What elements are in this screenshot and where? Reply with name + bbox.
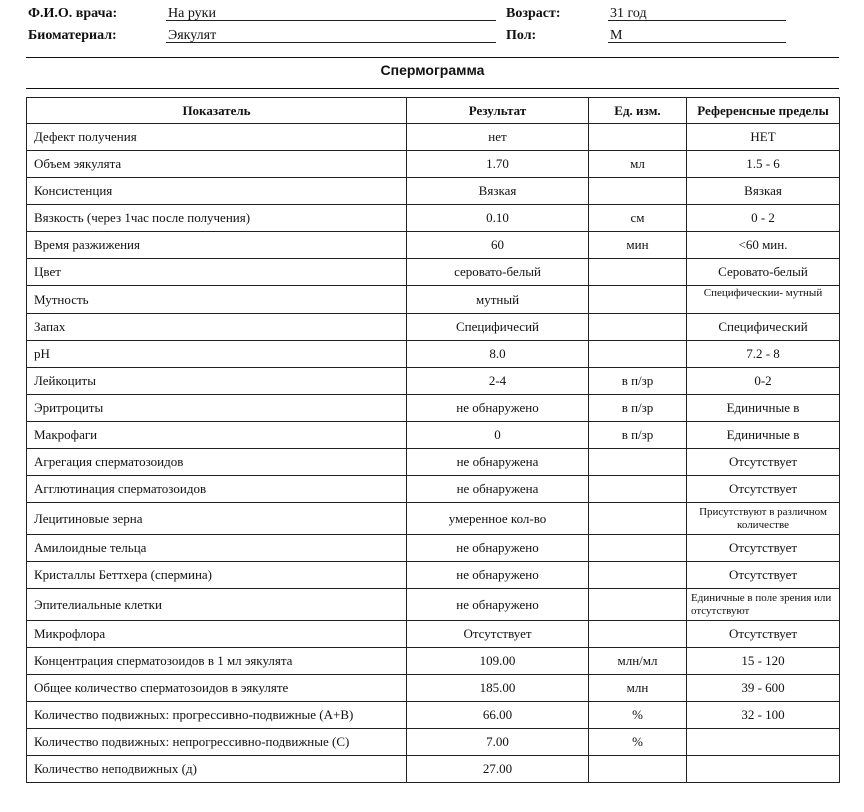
result-value: 1.70	[407, 151, 589, 178]
table-row	[27, 702, 840, 729]
reference-value: Специфический	[687, 314, 840, 341]
reference-value: 39 - 600	[687, 675, 840, 702]
table-row	[27, 621, 840, 648]
result-value: 60	[407, 232, 589, 259]
reference-value: НЕТ	[687, 124, 840, 151]
column-header-reference: Референсные пределы	[687, 98, 840, 124]
parameter-name: Лейкоциты	[27, 368, 407, 395]
unit-value	[589, 314, 687, 341]
table-row	[27, 395, 840, 422]
reference-value: Отсутствует	[687, 621, 840, 648]
table-row	[27, 232, 840, 259]
unit-value: мин	[589, 232, 687, 259]
result-value: мутный	[407, 286, 589, 314]
unit-value	[589, 178, 687, 205]
parameter-name: Амилоидные тельца	[27, 535, 407, 562]
column-header-parameter: Показатель	[27, 98, 407, 124]
result-value: 8.0	[407, 341, 589, 368]
unit-value: в п/зр	[589, 395, 687, 422]
result-value: 109.00	[407, 648, 589, 675]
reference-value	[687, 729, 840, 756]
table-row	[27, 341, 840, 368]
unit-value: млн	[589, 675, 687, 702]
title-bottom-rule	[26, 88, 839, 89]
reference-value: Присутствуют в различном количестве	[687, 503, 840, 535]
table-row	[27, 648, 840, 675]
unit-value	[589, 621, 687, 648]
column-header-unit: Ед. изм.	[589, 98, 687, 124]
parameter-name: Дефект получения	[27, 124, 407, 151]
title-top-rule	[26, 57, 839, 58]
result-value: серовато-белый	[407, 259, 589, 286]
parameter-name: pH	[27, 341, 407, 368]
reference-value	[687, 756, 840, 783]
parameter-name: Эпителиальные клетки	[27, 589, 407, 621]
age-value: 31 год	[608, 6, 786, 21]
result-value: Вязкая	[407, 178, 589, 205]
parameter-name: Агглютинация сперматозоидов	[27, 476, 407, 503]
unit-value	[589, 589, 687, 621]
reference-value: Серовато-белый	[687, 259, 840, 286]
parameter-name: Объем эякулята	[27, 151, 407, 178]
reference-value: Отсутствует	[687, 535, 840, 562]
column-header-result: Результат	[407, 98, 589, 124]
unit-value: см	[589, 205, 687, 232]
reference-value: 1.5 - 6	[687, 151, 840, 178]
unit-value: в п/зр	[589, 422, 687, 449]
result-value: 27.00	[407, 756, 589, 783]
reference-value: Отсутствует	[687, 562, 840, 589]
unit-value: млн/мл	[589, 648, 687, 675]
page-title: Спермограмма	[380, 62, 485, 78]
unit-value	[589, 124, 687, 151]
table-row	[27, 675, 840, 702]
result-value: не обнаружено	[407, 562, 589, 589]
reference-value: 0-2	[687, 368, 840, 395]
reference-value: Единичные в	[687, 422, 840, 449]
table-row	[27, 503, 840, 535]
unit-value	[589, 259, 687, 286]
biomaterial-label: Биоматериал:	[28, 28, 117, 43]
unit-value	[589, 503, 687, 535]
result-value: не обнаружена	[407, 449, 589, 476]
result-value: не обнаружено	[407, 535, 589, 562]
parameter-name: Агрегация сперматозоидов	[27, 449, 407, 476]
parameter-name: Концентрация сперматозоидов в 1 мл эякулята	[27, 648, 407, 675]
parameter-name: Количество подвижных: прогрессивно-подвижные (А+В)	[27, 702, 407, 729]
result-value: 185.00	[407, 675, 589, 702]
reference-value: 15 - 120	[687, 648, 840, 675]
result-value: умеренное кол-во	[407, 503, 589, 535]
unit-value	[589, 286, 687, 314]
table-row	[27, 368, 840, 395]
unit-value: %	[589, 729, 687, 756]
parameter-name: Количество подвижных: непрогрессивно-подвижные (С)	[27, 729, 407, 756]
parameter-name: Эритроциты	[27, 395, 407, 422]
doctor-label: Ф.И.О. врача:	[28, 6, 118, 21]
table-row	[27, 286, 840, 314]
table-row	[27, 562, 840, 589]
reference-value: 7.2 - 8	[687, 341, 840, 368]
result-value: не обнаружено	[407, 589, 589, 621]
table-row	[27, 422, 840, 449]
table-row	[27, 178, 840, 205]
reference-value: 32 - 100	[687, 702, 840, 729]
table-row	[27, 314, 840, 341]
unit-value: %	[589, 702, 687, 729]
result-value: 7.00	[407, 729, 589, 756]
result-value: Специфичесий	[407, 314, 589, 341]
result-value: 0.10	[407, 205, 589, 232]
table-row	[27, 476, 840, 503]
result-value: 0	[407, 422, 589, 449]
table-row	[27, 535, 840, 562]
age-label: Возраст:	[506, 6, 561, 21]
unit-value	[589, 756, 687, 783]
unit-value: мл	[589, 151, 687, 178]
result-value: не обнаружена	[407, 476, 589, 503]
parameter-name: Количество неподвижных (д)	[27, 756, 407, 783]
parameter-name: Мутность	[27, 286, 407, 314]
table-row	[27, 756, 840, 783]
reference-value: Отсутствует	[687, 449, 840, 476]
table-header-row	[27, 98, 840, 124]
reference-value: Отсутствует	[687, 476, 840, 503]
reference-value: <60 мин.	[687, 232, 840, 259]
table-row	[27, 151, 840, 178]
sex-label: Пол:	[506, 28, 537, 43]
unit-value	[589, 449, 687, 476]
table-row	[27, 259, 840, 286]
reference-value: Единичные в	[687, 395, 840, 422]
table-row	[27, 729, 840, 756]
result-value: 66.00	[407, 702, 589, 729]
doctor-value: На руки	[166, 6, 496, 21]
parameter-name: Цвет	[27, 259, 407, 286]
parameter-name: Кристаллы Беттхера (спермина)	[27, 562, 407, 589]
table-row	[27, 205, 840, 232]
table-row	[27, 449, 840, 476]
parameter-name: Микрофлора	[27, 621, 407, 648]
unit-value: в п/зр	[589, 368, 687, 395]
biomaterial-value: Эякулят	[166, 28, 496, 43]
result-value: нет	[407, 124, 589, 151]
parameter-name: Консистенция	[27, 178, 407, 205]
unit-value	[589, 535, 687, 562]
sex-value: М	[608, 28, 786, 43]
unit-value	[589, 476, 687, 503]
result-value: Отсутствует	[407, 621, 589, 648]
parameter-name: Вязкость (через 1час после получения)	[27, 205, 407, 232]
result-value: не обнаружено	[407, 395, 589, 422]
unit-value	[589, 341, 687, 368]
results-table	[26, 97, 840, 783]
reference-value: Вязкая	[687, 178, 840, 205]
parameter-name: Общее количество сперматозоидов в эякуляте	[27, 675, 407, 702]
reference-value: Специфическии- мутный	[687, 286, 840, 314]
parameter-name: Время разжижения	[27, 232, 407, 259]
parameter-name: Запах	[27, 314, 407, 341]
parameter-name: Макрофаги	[27, 422, 407, 449]
table-row	[27, 124, 840, 151]
reference-value: Единичные в поле зрения или отсутствуют	[687, 589, 840, 621]
result-value: 2-4	[407, 368, 589, 395]
table-row	[27, 589, 840, 621]
reference-value: 0 - 2	[687, 205, 840, 232]
unit-value	[589, 562, 687, 589]
parameter-name: Лецитиновые зерна	[27, 503, 407, 535]
